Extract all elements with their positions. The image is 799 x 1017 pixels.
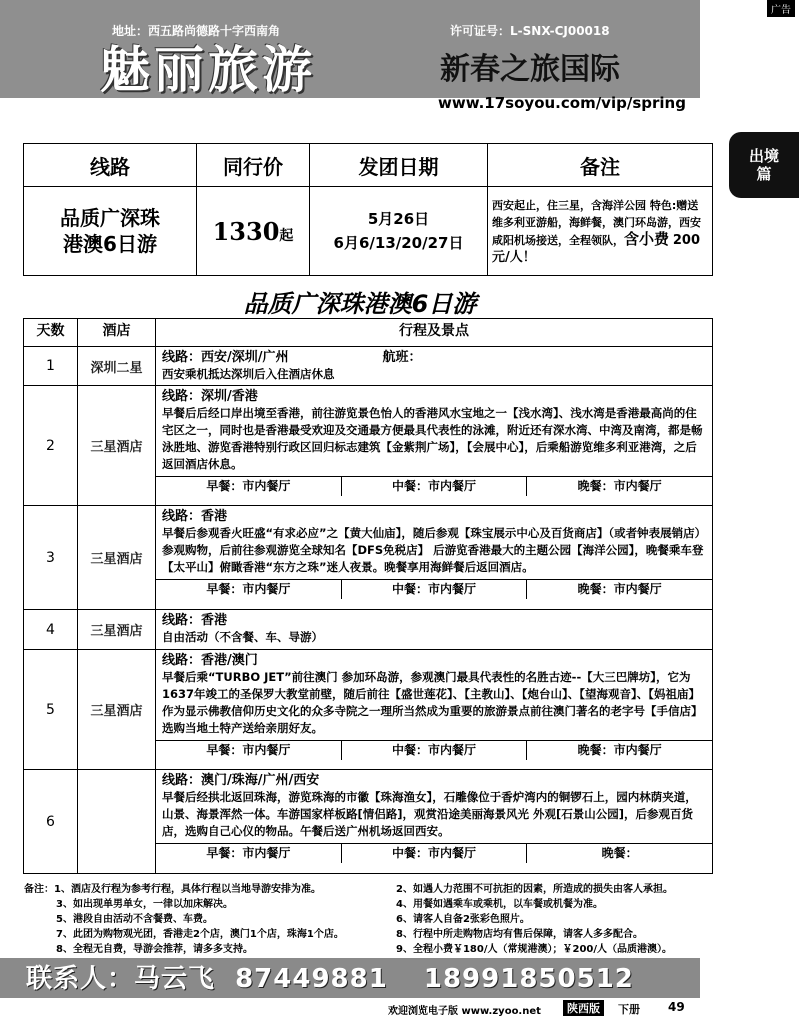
breakfast: 早餐：市内餐厅 <box>156 844 342 863</box>
route-line: 线路：香港 <box>162 613 228 628</box>
price-row <box>24 187 713 276</box>
dinner: 晚餐： <box>601 846 638 860</box>
note-item: 2、如遇人力范围不可抗拒的因素，所造成的损失由客人承担。 <box>396 884 673 895</box>
note-item: 5、港段自由活动不含餐费、车费。 <box>56 914 213 925</box>
col-header-price: 同行价 <box>197 144 310 187</box>
col-header-itinerary: 行程及景点 <box>156 319 713 347</box>
tip-included-label: 含小费 <box>624 229 670 248</box>
phone-landline[interactable]: 87449881 <box>235 964 388 994</box>
lunch: 中餐：市内餐厅 <box>342 580 528 599</box>
note-item: 9、全程小费￥180/人（常规港澳）；￥200/人（品质港澳）。 <box>396 944 673 955</box>
dinner: 晚餐：市内餐厅 <box>577 743 662 757</box>
flight-label: 航班： <box>382 350 422 365</box>
lunch: 中餐：市内餐厅 <box>342 844 528 863</box>
day-row <box>24 650 713 770</box>
dinner: 晚餐：市内餐厅 <box>577 582 662 596</box>
day-details <box>156 770 713 874</box>
lunch: 中餐：市内餐厅 <box>342 477 528 496</box>
page-number: 49 <box>668 1000 685 1014</box>
breakfast: 早餐：市内餐厅 <box>156 580 342 599</box>
contact-person: 联系人：马云飞 <box>26 964 216 994</box>
note-item: 4、用餐如遇乘车或乘机，以车餐或机餐为准。 <box>396 899 603 910</box>
day-row <box>24 506 713 610</box>
price-cell <box>197 187 310 276</box>
day-description: 早餐后参观香火旺盛“有求必应”之【黄大仙庙】，随后参观【珠宝展示中心及百货商店】（或者钟表展销店）参观购物，后前往参观游览全球知名【DFS免税店】 后游览香港最大的主题公园【海洋公园】，晚餐乘车登【太平山】俯瞰香港“东方之珠”迷人夜景。晚餐享用海鲜餐后返回酒店。 <box>162 526 704 574</box>
route-line: 线路：香港/澳门 <box>162 653 258 668</box>
day-number: 3 <box>24 506 78 610</box>
remark-cell: 西安起止，住三星，含海洋公园 特色:赠送维多利亚游船，海鲜餐，澳门环岛游，西安咸阳机场接送，全程领队，含小费 200元/人！ <box>488 187 713 276</box>
meals-row <box>156 476 712 496</box>
itinerary-title: 品质广深珠港澳6日游 <box>243 290 477 318</box>
hotel-name: 深圳二星 <box>78 347 156 386</box>
itinerary-table <box>23 318 713 874</box>
col-header-hotel: 酒店 <box>78 319 156 347</box>
col-header-route: 线路 <box>24 144 197 187</box>
route-line: 线路：西安/深圳/广州 <box>162 350 289 365</box>
day-description: 早餐后乘“TURBO JET”前往澳门 参加环岛游，参观澳门最具代表性的名胜古迹--【大三巴牌坊】，它为1637年竣工的圣保罗大教堂前壁，随后前往【盛世莲花】、【主教山】、【炮台山】、【望海观音】、【妈祖庙】作为显示佛教信仰历史文化的众多寺院之一理所当然成为重要的旅游景点前往澳门著名的老字号【手信店】选购当地土特产送给亲朋好友。 <box>162 670 703 735</box>
day-number: 2 <box>24 386 78 506</box>
day-details <box>156 506 713 610</box>
day-description: 早餐后后经口岸出境至香港，前往游览景色怡人的香港风水宝地之一【浅水湾】、浅水湾是香港最高尚的住宅区之一，同时也是香港最受欢迎及交通最方便最具代表性的泳滩，附近还有深水湾、中湾及南湾，都是畅泳胜地、游览香港特别行政区回归标志建筑【金紫荆广场】，【会展中心】，后乘船游览维多利亚港湾，之后返回酒店休息。 <box>162 406 703 471</box>
notes-label: 备注： <box>24 884 54 895</box>
note-item: 3、如出现单男单女，一律以加床解决。 <box>56 899 233 910</box>
breakfast: 早餐：市内餐厅 <box>156 477 342 496</box>
hotel-name: 三星酒店 <box>78 506 156 610</box>
note-item: 1、酒店及行程为参考行程，具体行程以当地导游安排为准。 <box>54 884 321 895</box>
day-details <box>156 347 713 386</box>
hotel-name <box>78 770 156 874</box>
website-link[interactable]: www.17soyou.com/vip/spring <box>438 94 686 112</box>
day-number: 1 <box>24 347 78 386</box>
day-details <box>156 650 713 770</box>
ad-tag: 广告 <box>767 0 795 17</box>
note-item: 8、行程中所走购物店均有售后保障，请客人多多配合。 <box>396 929 643 940</box>
license-number: 许可证号：L-SNX-CJ00018 <box>450 24 610 38</box>
day-description: 早餐后经拱北返回珠海，游览珠海的市徽【珠海渔女】，石雕像位于香炉湾内的铜锣石上，园内林荫夹道，山景、海景浑然一体。车游国家样板路[情侣路]，观赏沿途美丽海景风光 外观[石景山公园]，后参观百货店，选购自己心仪的物品。午餐后送广州机场返回西安。 <box>162 790 697 838</box>
meals-row <box>156 843 712 863</box>
col-header-remark: 备注 <box>488 144 713 187</box>
day-number: 5 <box>24 650 78 770</box>
hotel-name: 三星酒店 <box>78 610 156 650</box>
day-row <box>24 610 713 650</box>
notes-section <box>24 882 724 957</box>
col-header-day: 天数 <box>24 319 78 347</box>
route-line: 线路：香港 <box>162 509 228 524</box>
meals-row <box>156 740 712 760</box>
price-table <box>23 143 713 276</box>
day-number: 4 <box>24 610 78 650</box>
hotel-name: 三星酒店 <box>78 386 156 506</box>
day-details <box>156 386 713 506</box>
dinner: 晚餐：市内餐厅 <box>577 479 662 493</box>
route-line: 线路：深圳/香港 <box>162 389 258 404</box>
route-name: 品质广深珠 港澳6日游 <box>24 187 197 276</box>
volume-label: 下册 <box>618 1003 640 1016</box>
lunch: 中餐：市内餐厅 <box>342 741 528 760</box>
hotel-name: 三星酒店 <box>78 650 156 770</box>
day-row <box>24 770 713 874</box>
tip-amount: 200元/人！ <box>492 232 700 265</box>
price-unit: 起 <box>279 227 294 244</box>
contact-info <box>26 958 634 995</box>
day-row <box>24 386 713 506</box>
section-tab-label: 出境篇 <box>748 147 779 183</box>
agency-address: 地址：西五路尚德路十字西南角 <box>112 24 281 38</box>
section-tab-outbound[interactable] <box>729 132 799 198</box>
note-item: 6、请客人自备2张彩色照片。 <box>396 914 530 925</box>
footer-text[interactable]: 欢迎浏览电子版 www.zyoo.net <box>388 1006 541 1017</box>
day-row <box>24 347 713 386</box>
day-description: 西安乘机抵达深圳后入住酒店休息 <box>162 367 335 381</box>
day-description: 自由活动（不含餐、车、导游） <box>162 630 323 644</box>
subtitle: 新春之旅国际 <box>440 52 620 87</box>
day-details <box>156 610 713 650</box>
col-header-date: 发团日期 <box>310 144 488 187</box>
edition-tag: 陕西版 <box>563 1000 604 1016</box>
note-item: 7、此团为购物观光团，香港走2个店，澳门1个店，珠海1个店。 <box>56 929 344 940</box>
departure-dates: 5月26日 6月6/13/20/27日 <box>310 187 488 276</box>
phone-mobile[interactable]: 18991850512 <box>423 964 634 994</box>
route-line: 线路：澳门/珠海/广州/西安 <box>162 773 320 788</box>
brand-logo-text: 魅丽旅游 <box>100 41 316 99</box>
meals-row <box>156 579 712 599</box>
price-value: 1330 <box>212 216 280 246</box>
note-item: 8、全程无自费，导游会推荐，请多多支持。 <box>56 944 253 955</box>
breakfast: 早餐：市内餐厅 <box>156 741 342 760</box>
day-number: 6 <box>24 770 78 874</box>
